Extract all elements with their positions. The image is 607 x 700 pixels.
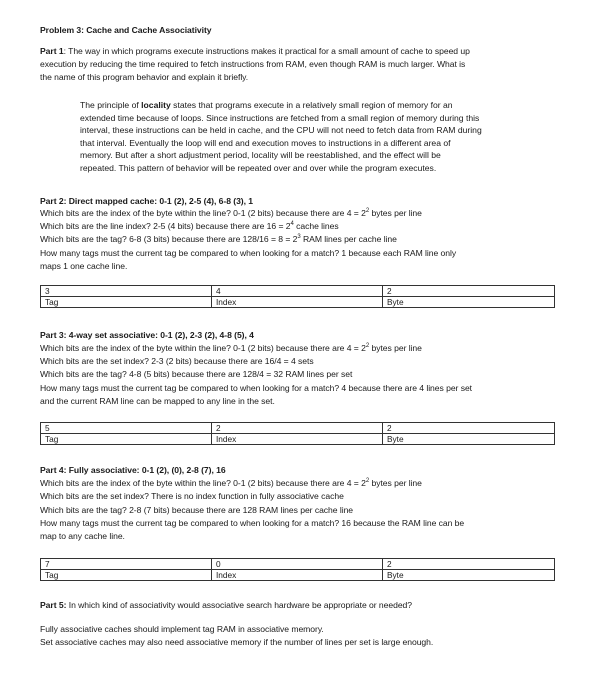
part1-answer-lead: The principle of bbox=[80, 100, 142, 110]
index-label-cell: Index bbox=[212, 434, 383, 445]
part4-q-tag: Which bits are the tag? 2-8 (7 bits) because there are 128 RAM lines per cache line bbox=[40, 505, 354, 515]
q-tail: bytes per line bbox=[369, 478, 422, 488]
part2-q-line-index bbox=[40, 221, 339, 231]
byte-label-cell: Byte bbox=[383, 570, 555, 581]
q-text: Which bits are the index of the byte within the line? 0-1 (2 bits) because there are 4 = 2 bbox=[40, 478, 366, 488]
part1-question-line bbox=[40, 46, 470, 56]
q-sup: 4 bbox=[290, 221, 294, 228]
part2-q-tag bbox=[40, 234, 397, 244]
part1-question-text: : The way in which programs execute instructions makes it practical for a small amount of cache to speed up bbox=[63, 46, 470, 56]
part2-q-index-byte bbox=[40, 208, 422, 218]
tag-bits-cell: 3 bbox=[41, 286, 212, 297]
part2-bit-table bbox=[40, 285, 555, 308]
part2-q-compare: maps 1 one cache line. bbox=[40, 261, 128, 271]
byte-bits-cell: 2 bbox=[383, 559, 555, 570]
index-label-cell: Index bbox=[212, 297, 383, 308]
q-text: Which bits are the line index? 2-5 (4 bits) because there are 16 = 2 bbox=[40, 221, 291, 231]
part1-question-line: the name of this program behavior and explain it briefly. bbox=[40, 72, 249, 82]
part1-label: Part 1 bbox=[40, 46, 64, 56]
q-sup: 2 bbox=[365, 208, 370, 215]
part3-q-index-byte bbox=[40, 343, 422, 353]
part1-answer-line: memory. But after a short adjustment period, locality will be reestablished, and the effect will be bbox=[80, 150, 441, 161]
index-label-cell: Index bbox=[212, 570, 383, 581]
q-text: Which bits are the tag? 6-8 (3 bits) because there are 128/16 = 8 = 2 bbox=[40, 234, 298, 244]
q-tail: bytes per line bbox=[369, 343, 422, 353]
index-bits-cell: 4 bbox=[212, 286, 383, 297]
part5-question bbox=[40, 600, 412, 610]
index-bits-cell: 0 bbox=[212, 559, 383, 570]
part3-heading: Part 3: 4-way set associative: 0-1 (2), 2-3 (2), 4-8 (5), 4 bbox=[40, 330, 254, 340]
part4-q-compare: How many tags must the current tag be compared to when looking for a match? 16 because the RAM line can be bbox=[40, 518, 465, 528]
part5-answer-line: Set associative caches may also need associative memory if the number of lines per set is large enough. bbox=[40, 637, 434, 647]
part5-answer-line: Fully associative caches should implement tag RAM in associative memory. bbox=[40, 624, 324, 634]
part3-q-compare: How many tags must the current tag be compared to when looking for a match? 4 because there are 4 lines per set bbox=[40, 383, 473, 393]
part1-answer-line: repeated. This pattern of behavior will be repeated over and over while the program executes. bbox=[80, 162, 437, 173]
part1-answer-line: extended time because of loops. Since instructions are fetched from a small region of memory during this bbox=[80, 112, 480, 123]
table-row bbox=[41, 423, 555, 434]
q-tail: bytes per line bbox=[369, 208, 422, 218]
part4-q-set-index: Which bits are the set index? There is no index function in fully associative cache bbox=[40, 491, 344, 501]
part3-bit-table bbox=[40, 422, 555, 445]
byte-bits-cell: 2 bbox=[383, 423, 555, 434]
table-row bbox=[41, 559, 555, 570]
table-row bbox=[41, 286, 555, 297]
tag-bits-cell: 7 bbox=[41, 559, 212, 570]
part4-q-compare: map to any cache line. bbox=[40, 531, 125, 541]
byte-label-cell: Byte bbox=[383, 434, 555, 445]
byte-label-cell: Byte bbox=[383, 297, 555, 308]
part1-answer-line: that interval. Eventually the loop will end and execution moves to instructions in a different area of bbox=[80, 137, 451, 148]
part4-q-index-byte bbox=[40, 478, 422, 488]
q-tail: cache lines bbox=[293, 221, 339, 231]
tag-label-cell: Tag bbox=[41, 434, 212, 445]
tag-label-cell: Tag bbox=[41, 297, 212, 308]
part3-q-compare: and the current RAM line can be mapped to any line in the set. bbox=[40, 396, 275, 406]
part1-question-line: execution by reducing the time required to fetch instructions from RAM, even though RAM is much larger. What is bbox=[40, 59, 466, 69]
part3-q-tag: Which bits are the tag? 4-8 (5 bits) because there are 128/4 = 32 RAM lines per set bbox=[40, 369, 353, 379]
q-text: Which bits are the index of the byte within the line? 0-1 (2 bits) because there are 4 = 2 bbox=[40, 343, 366, 353]
byte-bits-cell: 2 bbox=[383, 286, 555, 297]
part5-label: Part 5: bbox=[40, 600, 67, 610]
q-text: Which bits are the index of the byte within the line? 0-1 (2 bits) because there are 4 = 2 bbox=[40, 208, 366, 218]
tag-label-cell: Tag bbox=[41, 570, 212, 581]
index-bits-cell: 2 bbox=[212, 423, 383, 434]
q-sup: 2 bbox=[365, 343, 370, 350]
q-sup: 2 bbox=[365, 478, 370, 485]
tag-bits-cell: 5 bbox=[41, 423, 212, 434]
part1-answer-line bbox=[80, 99, 482, 112]
table-row bbox=[41, 434, 555, 445]
part4-heading: Part 4: Fully associative: 0-1 (2), (0), 2-8 (7), 16 bbox=[40, 465, 226, 475]
part1-answer bbox=[80, 99, 482, 175]
q-tail: RAM lines per cache line bbox=[300, 234, 397, 244]
part2-q-compare: How many tags must the current tag be compared to when looking for a match? 1 because each RAM line only bbox=[40, 248, 457, 258]
part1-answer-keyword: locality bbox=[141, 100, 171, 110]
part2-heading: Part 2: Direct mapped cache: 0-1 (2), 2-5 (4), 6-8 (3), 1 bbox=[40, 196, 254, 206]
table-row bbox=[41, 297, 555, 308]
q-sup: 3 bbox=[297, 234, 301, 241]
part5-question-text: In which kind of associativity would associative search hardware be appropriate or needed? bbox=[66, 600, 413, 610]
problem-title: Problem 3: Cache and Cache Associativity bbox=[40, 25, 212, 35]
part3-q-set-index: Which bits are the set index? 2-3 (2 bits) because there are 16/4 = 4 sets bbox=[40, 356, 314, 366]
table-row bbox=[41, 570, 555, 581]
part4-bit-table bbox=[40, 558, 555, 581]
part1-answer-rest: states that programs execute in a relatively small region of memory for an bbox=[170, 100, 453, 110]
part1-answer-line: interval, these instructions can be held in cache, and the CPU will not need to fetch data from RAM during bbox=[80, 125, 482, 136]
